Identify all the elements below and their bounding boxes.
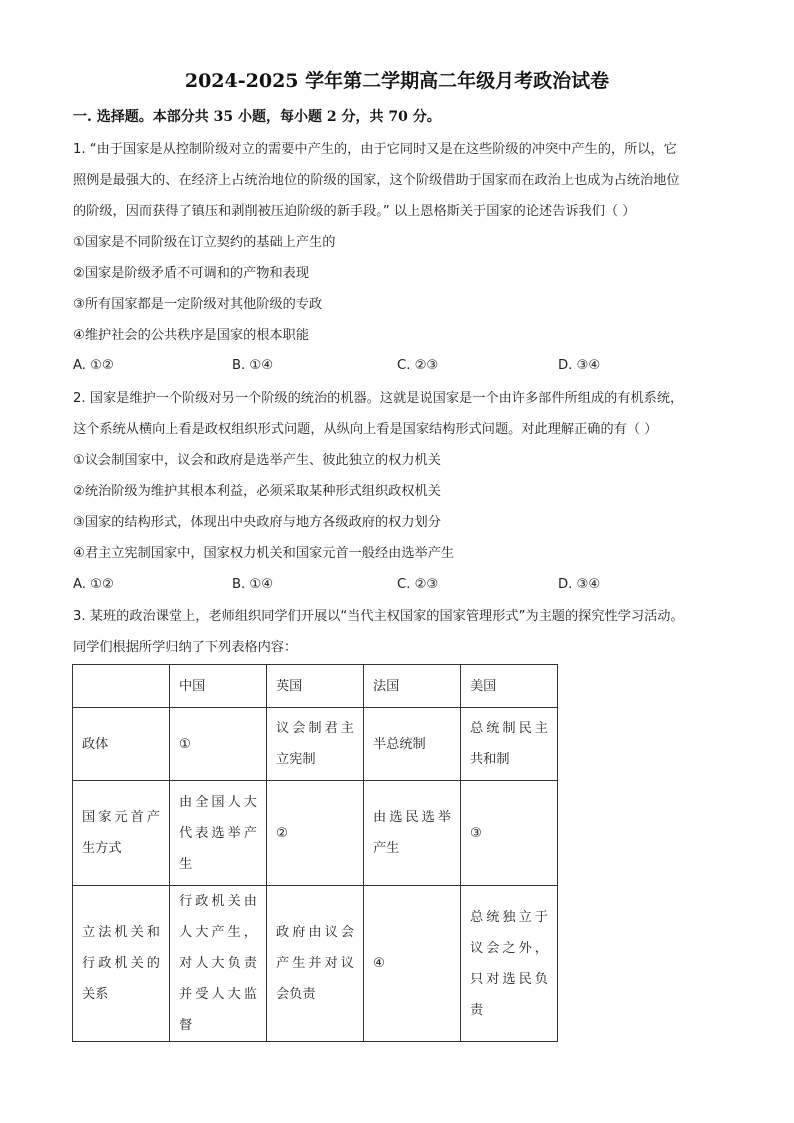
table-header-cell: 美国 <box>461 665 558 708</box>
table-cell: ② <box>267 781 364 886</box>
q1-line: 1. “由于国家是从控制阶级对立的需要中产生的，由于它同时又是在这些阶级的冲突中产生的，所以，它 <box>73 142 677 157</box>
q1-line: 的阶级，因而获得了镇压和剥削被压迫阶级的新手段。” 以上恩格斯关于国家的论述告诉我们（ ） <box>73 204 636 219</box>
q2-option-c[interactable]: C. ②③ <box>397 577 439 592</box>
table-header-cell: 中国 <box>170 665 267 708</box>
q2-line: 这个系统从横向上看是政权组织形式问题，从纵向上看是国家结构形式问题。对此理解正确的有（ ） <box>73 422 658 437</box>
table-cell: 行政机关由人大产生，对人大负责并受人大监督 <box>170 886 267 1042</box>
table-header-row <box>73 665 558 708</box>
q2-line: 2. 国家是维护一个阶级对另一个阶级的统治的机器。这就是说国家是一个由许多部件所组成的有机系统， <box>73 391 684 406</box>
q3-line: 3. 某班的政治课堂上，老师组织同学们开展以“当代主权国家的国家管理形式”为主题的探究性学习活动。 <box>73 609 684 624</box>
q1-option-a[interactable]: A. ①② <box>73 358 114 373</box>
q2-statement: ①议会制国家中，议会和政府是选举产生、彼此独立的权力机关 <box>73 453 441 468</box>
q2-statement: ④君主立宪制国家中，国家权力机关和国家元首一般经由选举产生 <box>73 546 455 561</box>
table-cell: ③ <box>461 781 558 886</box>
page-title: 2024-2025 学年第二学期高二年级月考政治试卷 <box>184 70 610 92</box>
q2-statement: ②统治阶级为维护其根本利益，必须采取某种形式组织政权机关 <box>73 484 441 499</box>
table-cell: ④ <box>364 886 461 1042</box>
table-cell: ① <box>170 708 267 781</box>
q1-statement: ①国家是不同阶级在订立契约的基础上产生的 <box>73 235 336 250</box>
q1-option-b[interactable]: B. ①④ <box>232 358 274 373</box>
q1-statement: ②国家是阶级矛盾不可调和的产物和表现 <box>73 266 310 281</box>
table-cell: 总统制民主共和制 <box>461 708 558 781</box>
table-row <box>73 708 558 781</box>
table-header-cell <box>73 665 170 708</box>
q2-option-d[interactable]: D. ③④ <box>558 577 601 592</box>
q1-option-c[interactable]: C. ②③ <box>397 358 439 373</box>
table-header-cell: 法国 <box>364 665 461 708</box>
q2-statement: ③国家的结构形式，体现出中央政府与地方各级政府的权力划分 <box>73 515 441 530</box>
q2-option-a[interactable]: A. ①② <box>73 577 114 592</box>
table-cell: 由选民选举产生 <box>364 781 461 886</box>
table-header-cell: 英国 <box>267 665 364 708</box>
q1-option-d[interactable]: D. ③④ <box>558 358 601 373</box>
table-cell: 半总统制 <box>364 708 461 781</box>
table-row <box>73 781 558 886</box>
table-cell: 政体 <box>73 708 170 781</box>
table-cell: 立法机关和行政机关的关系 <box>73 886 170 1042</box>
q2-option-b[interactable]: B. ①④ <box>232 577 274 592</box>
q3-line: 同学们根据所学归纳了下列表格内容： <box>73 640 298 655</box>
table-row <box>73 886 558 1042</box>
q1-line: 照例是最强大的、在经济上占统治地位的阶级的国家，这个阶级借助于国家而在政治上也成为占统治地位 <box>73 173 680 188</box>
table-cell: 总统独立于议会之外，只对选民负责 <box>461 886 558 1042</box>
q1-statement: ③所有国家都是一定阶级对其他阶级的专政 <box>73 297 323 312</box>
section-heading: 一. 选择题。本部分共 35 小题，每小题 2 分，共 70 分。 <box>73 109 441 125</box>
table-cell: 国家元首产生方式 <box>73 781 170 886</box>
table-cell: 政府由议会产生并对议会负责 <box>267 886 364 1042</box>
table-cell: 议会制君主立宪制 <box>267 708 364 781</box>
comparison-table <box>72 664 558 1042</box>
table-cell: 由全国人大代表选举产生 <box>170 781 267 886</box>
q1-statement: ④维护社会的公共秩序是国家的根本职能 <box>73 328 310 343</box>
